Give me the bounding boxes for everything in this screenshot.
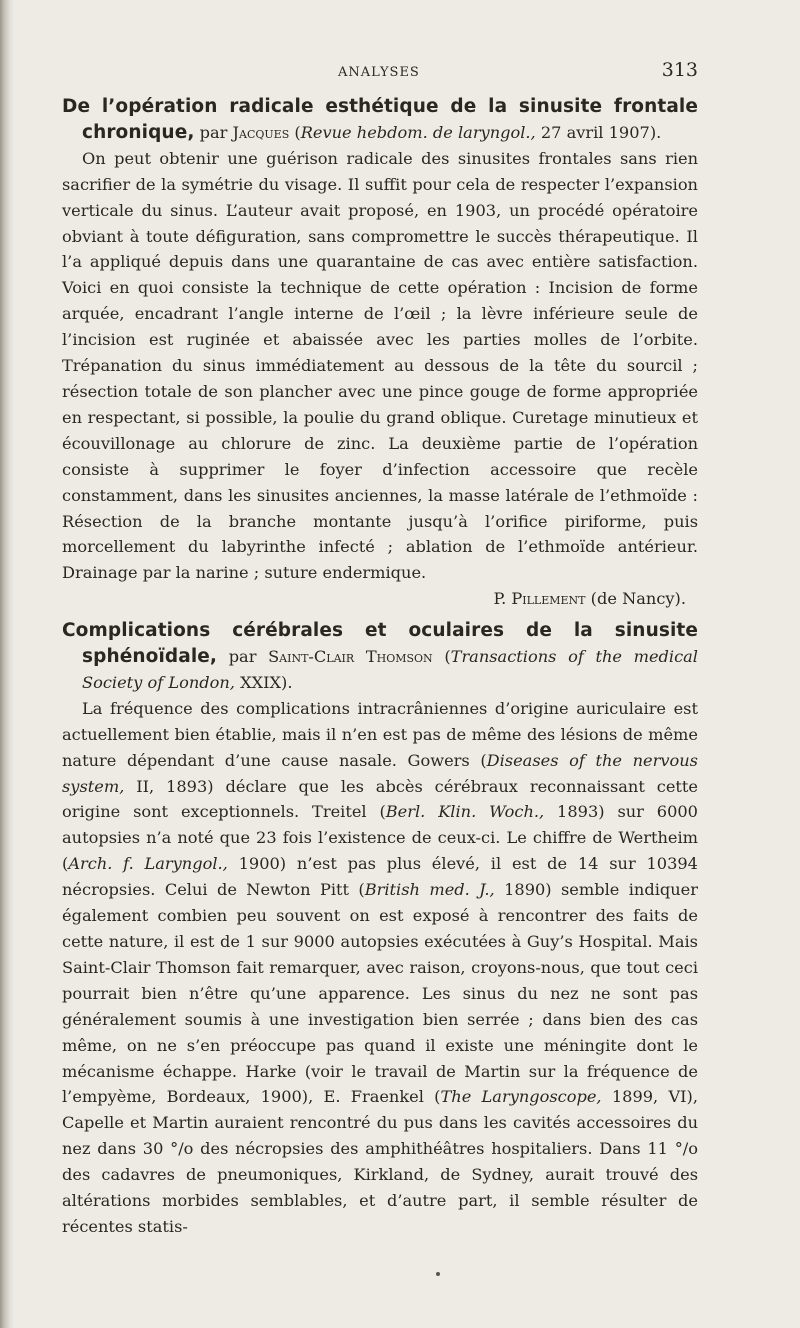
article-2-journal: Transactions of the medical Society of London, [82,647,698,692]
article-1-body: On peut obtenir une guérison radicale des sinusites frontales sans rien sacrifier de la symétrie du visage. Il suffit pour cela de respecter l’expansion verticale du sinus. L’auteur avait proposé, en 1903, un procédé opératoire obviant à toute défiguration, sans compromettre le succès thérapeutique. Il l’a appliqué depuis dans une quarantaine de cas avec entière satisfaction. Voici en quoi consiste la technique de cette opération : Incision de forme arquée, encadrant l’angle interne de l’œil ; la lèvre inférieure seule de l’incision est ruginée et abaissée avec les parties molles de l’orbite. Trépanation du sinus immédiatement au dessous de la tête du sourcil ; résection totale de son plancher avec une pince gouge de forme appropriée en respectant, si possible, la poulie du grand oblique. Curetage minutieux et écouvillonage au chlorure de zinc. La deuxième partie de l’opération consiste à supprimer le foyer d’infection accessoire que recèle constamment, dans les sinusites anciennes, la masse latérale de l’ethmoïde : Résection de la branche montante jusqu’à l’orifice piriforme, puis morcellement du labyrinthe infecté ; ablation de l’ethmoïde antérieur. Drainage par la narine ; suture endermique. [62,148,698,583]
running-title: ANALYSES [338,65,420,80]
article-1-ref-open: ( [289,122,301,142]
article-2-title: Complications cérébrales et oculaires de la sinusite sphénoïdale, [62,620,698,668]
article-1-heading [62,94,698,146]
citation-newton-pitt: British med. J., [364,880,495,900]
article-2-ref-open: ( [432,647,451,667]
article-1-by: par [194,122,233,142]
page-number: 313 [661,59,698,81]
body-text-segment: 1899, VI), Capelle et Martin auraient rencontré du pus dans les cavités accessoires du nez dans 30 °/o des nécropsies des amphithéâtres hospitaliers. Dans 11 °/o des cadavres de pneumoniques, Kirkland, de Sydney, aurait trouvé des altérations morbides semblables, et d’autre part, il semble résulter de récentes statis- [62,1087,698,1236]
article-1-signature [62,586,686,612]
article-2-body [62,696,698,1240]
citation-treitel: Berl. Klin. Woch., [385,802,545,822]
signature-name: Pillement [511,589,586,609]
running-header [62,58,698,94]
article-2-by: par [217,647,269,667]
signature-initial: P. [493,589,512,609]
body-text-segment: II, 1893) déclare que les abcès cérébraux reconnaissant cette origine sont exceptionnels. Treitel ( [62,776,698,822]
article-1-author: Jacques [232,122,290,142]
article-2-author: Saint-Clair Thomson [268,647,433,667]
article-1 [62,94,698,612]
body-text-segment: 1900) n’est pas plus élevé, il est de 14 sur 10394 nécropsies. Celui de Newton Pitt ( [62,854,698,900]
signature-place: (de Nancy). [585,589,686,609]
body-text-segment: 1893) sur 6000 autopsies n’a noté que 23 fois l’existence de ceux-ci. Le chiffre de Wertheim ( [62,802,698,874]
citation-gowers: Diseases of the nervous system, [62,750,698,796]
article-1-date: 27 avril 1907). [535,122,662,142]
page-gutter-shadow [0,0,14,1328]
body-text-segment: La fréquence des complications intracrâniennes d’origine auriculaire est actuellement bien établie, mais il n’en est pas de même des lésions de même nature dépendant d’une cause nasale. Gowers ( [62,698,698,770]
citation-fraenkel: The Laryngoscope, [440,1087,602,1107]
article-2-date: XXIX). [234,672,293,692]
article-2 [62,618,698,1240]
document-page [62,58,698,1246]
printing-speck [436,1272,440,1276]
citation-wertheim: Arch. f. Laryngol., [68,854,228,874]
article-1-journal: Revue hebdom. de laryngol., [300,122,536,142]
body-text-segment: 1890) semble indiquer également combien peu souvent on est exposé à rencontrer des faits de cette nature, il est de 1 sur 9000 autopsies exécutées à Guy’s Hospital. Mais Saint-Clair Thomson fait remarquer, avec raison, croyons-nous, que tout ceci pourrait bien n’être qu’une apparence. Les sinus du nez ne sont pas généralement soumis à une investigation bien serrée ; dans bien des cas même, on ne s’en préoccupe pas quand il existe une méningite dont le mécanisme échappe. Harke (voir le travail de Martin sur la fréquence de l’empyème, Bordeaux, 1900), E. Fraenkel ( [62,880,698,1107]
article-1-title: De l’opération radicale esthétique de la sinusite frontale chronique, [62,96,698,143]
article-2-heading [62,618,698,696]
